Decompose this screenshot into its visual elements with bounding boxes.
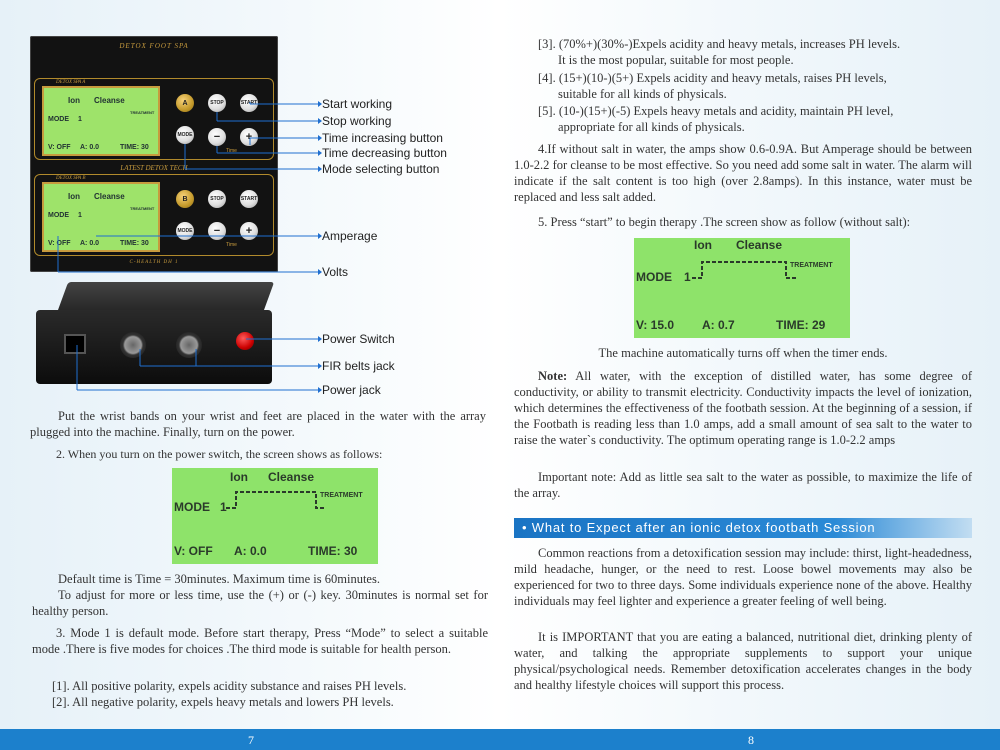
- lcd-b-volts: V: OFF: [48, 240, 71, 247]
- time-minus-button-b[interactable]: −: [208, 222, 226, 240]
- mode-4-sub: suitable for all kinds of physicals.: [558, 87, 727, 101]
- time-plus-button-a[interactable]: +: [240, 128, 258, 146]
- screen-initial-cleanse: Cleanse: [268, 470, 315, 484]
- section-title-bar: • What to Expect after an ionic detox footbath Session: [514, 518, 972, 538]
- mode-4-text: [4]. (15+)(10-)(5+) Expels acidity and heavy metals, raises PH levels,: [538, 71, 887, 85]
- time-label-b: Time: [226, 242, 237, 248]
- page-footer: [0, 729, 1000, 750]
- lcd-a-mode: MODE: [48, 116, 69, 123]
- screen-initial-amps: A: 0.0: [234, 544, 267, 558]
- screen-running-amps: A: 0.7: [702, 318, 735, 332]
- reactions-paragraph: Common reactions from a detoxification session may include: thirst, light-headedness, mild headache, hunger, or the need to rest. Loose bowel movements may also be experienced for two to three days. Some individuals experience none of the above. Healthy individuals may feel lighter and experience a greater feeling of well being.: [514, 546, 972, 608]
- lcd-b-ion: Ion: [68, 192, 80, 201]
- callout-fir-belts-jack: FIR belts jack: [322, 359, 395, 373]
- stop-button-b[interactable]: STOP: [208, 190, 226, 208]
- page-number-left: 7: [248, 733, 254, 747]
- default-time-text: Default time is Time = 30minutes. Maximum time is 60minutes.: [58, 572, 380, 586]
- lcd-b-amps: A: 0.0: [80, 240, 100, 247]
- channel-b-button[interactable]: B: [176, 190, 194, 208]
- lcd-b-mode: MODE: [48, 212, 69, 219]
- lcd-a-volts: V: OFF: [48, 144, 71, 151]
- screen-initial-mode: MODE: [174, 500, 210, 514]
- device-bottom-caption: C-HEALTH DH 1: [129, 260, 179, 265]
- stop-button-a[interactable]: STOP: [208, 94, 226, 112]
- lcd-b-treatment: TREATMENT: [130, 206, 155, 211]
- note-label: Note:: [538, 369, 568, 383]
- callout-power-switch: Power Switch: [322, 332, 395, 346]
- screen-running-waveform: [692, 258, 796, 280]
- channel-a-label: DETOX SPA A: [56, 80, 86, 85]
- callout-time-decreasing: Time decreasing button: [322, 146, 447, 160]
- screen-running-ion: Ion: [694, 238, 712, 252]
- device-mid-caption: LATEST DETOX TECH: [120, 164, 188, 172]
- device-title: DETOX FOOT SPA: [119, 42, 189, 50]
- lcd-a-amps: A: 0.0: [80, 144, 100, 151]
- lcd-a-ion: Ion: [68, 96, 80, 105]
- callout-amperage: Amperage: [322, 229, 378, 243]
- step-5-text: 5. Press “start” to begin therapy .The screen show as follow (without salt):: [538, 215, 911, 229]
- mode-5-sub: appropriate for all kinds of physicals.: [558, 120, 745, 134]
- screen-initial-treatment: TREATMENT: [320, 492, 363, 499]
- mode-3-text: [3]. (70%+)(30%-)Expels acidity and heavy metals, increases PH levels.: [538, 37, 901, 51]
- step-2-text: 2. When you turn on the power switch, the screen shows as follows:: [56, 447, 383, 461]
- time-minus-button-a[interactable]: −: [208, 128, 226, 146]
- mode-5-text: [5]. (10-)(15+)(-5) Expels heavy metals and acidity, maintain PH level,: [538, 104, 894, 118]
- mode-button-a[interactable]: MODE: [176, 126, 194, 144]
- screen-initial-waveform: [226, 488, 326, 510]
- step-4-text: 4.If without salt in water, the amps show 0.6-0.9A. But Amperage should be between 1.0-2.2 for cleanse to be most effective. So you need add some salt in water. The alarm will indicate if the salt content is too high (over 2.8amps). In this instance, water must be replaced and less salt added.: [514, 142, 972, 204]
- mode-1-text: [1]. All positive polarity, expels acidity substance and raises PH levels.: [52, 679, 407, 693]
- channel-b-label: DETOX SPA B: [56, 176, 86, 181]
- adjust-time-text: To adjust for more or less time, use the (+) or (-) key. 30minutes is normal set for healthy person.: [32, 588, 488, 618]
- screen-initial-time: TIME: 30: [308, 544, 358, 558]
- start-button-b[interactable]: START: [240, 190, 258, 208]
- callout-time-increasing: Time increasing button: [322, 131, 443, 145]
- lcd-b-cleanse: Cleanse: [94, 192, 125, 201]
- callout-start-working: Start working: [322, 97, 393, 111]
- note-paragraph: [514, 368, 972, 448]
- important-diet-paragraph: It is IMPORTANT that you are eating a balanced, nutritional diet, drinking plenty of water, and talking the appropriate supplements to support your unique physical/psychological needs. Remember detoxification accelerates changes in the body and healthy lifestyle choices will support this process.: [514, 630, 972, 692]
- callout-stop-working: Stop working: [322, 114, 392, 128]
- time-label-a: Time: [226, 148, 237, 154]
- screen-running-cleanse: Cleanse: [736, 238, 783, 252]
- screen-initial: [172, 468, 378, 564]
- callout-power-jack: Power jack: [322, 383, 381, 397]
- screen-running-volts: V: 15.0: [636, 318, 675, 332]
- mode-button-b[interactable]: MODE: [176, 222, 194, 240]
- screen-running: [634, 238, 850, 338]
- important-note: Important note: Add as little sea salt to the water as possible, to maximize the life of the array.: [514, 470, 972, 500]
- auto-off-text: The machine automatically turns off when the timer ends.: [598, 346, 888, 360]
- time-plus-button-b[interactable]: +: [240, 222, 258, 240]
- step-3-text: 3. Mode 1 is default mode. Before start therapy, Press “Mode” to select a suitable mode .There is five modes for choices .The third mode is suitable for health person.: [32, 626, 488, 656]
- screen-running-mode-digit: 1: [684, 270, 691, 284]
- screen-running-treatment: TREATMENT: [790, 262, 833, 269]
- screen-initial-mode-digit: 1: [220, 500, 227, 514]
- note-text: All water, with the exception of distilled water, has some degree of conductivity, or ability to transmit electricity. Conductivity impacts the level of ionization, which determines the effectiveness of the footbath session. At the beginning of a session, if the Footbath is reading less than 1.0 amps, add a small amount of sea salt to the water to raise the water`s conductivity. The optimum operating range is 1.0-2.2 amps: [514, 369, 972, 447]
- callout-mode-selecting: Mode selecting button: [322, 162, 440, 176]
- channel-a-button[interactable]: A: [176, 94, 194, 112]
- lcd-b-time: TIME: 30: [120, 240, 149, 247]
- callout-volts: Volts: [322, 265, 349, 279]
- lcd-a-treatment: TREATMENT: [130, 110, 155, 115]
- page-number-right: 8: [748, 733, 754, 747]
- screen-running-mode: MODE: [636, 270, 672, 284]
- lcd-a-mode-digit: 1: [78, 116, 82, 123]
- screen-running-time: TIME: 29: [776, 318, 826, 332]
- lcd-a-cleanse: Cleanse: [94, 96, 125, 105]
- mode-3-sub: It is the most popular, suitable for most people.: [558, 53, 794, 67]
- mode-2-text: [2]. All negative polarity, expels heavy metals and lowers PH levels.: [52, 695, 394, 709]
- screen-initial-volts: V: OFF: [174, 544, 213, 558]
- intro-paragraph: Put the wrist bands on your wrist and feet are placed in the water with the array plugged into the machine. Finally, turn on the power.: [30, 409, 486, 439]
- lcd-b-mode-digit: 1: [78, 212, 82, 219]
- lcd-a-time: TIME: 30: [120, 144, 149, 151]
- start-button-a[interactable]: START: [240, 94, 258, 112]
- screen-initial-ion: Ion: [230, 470, 248, 484]
